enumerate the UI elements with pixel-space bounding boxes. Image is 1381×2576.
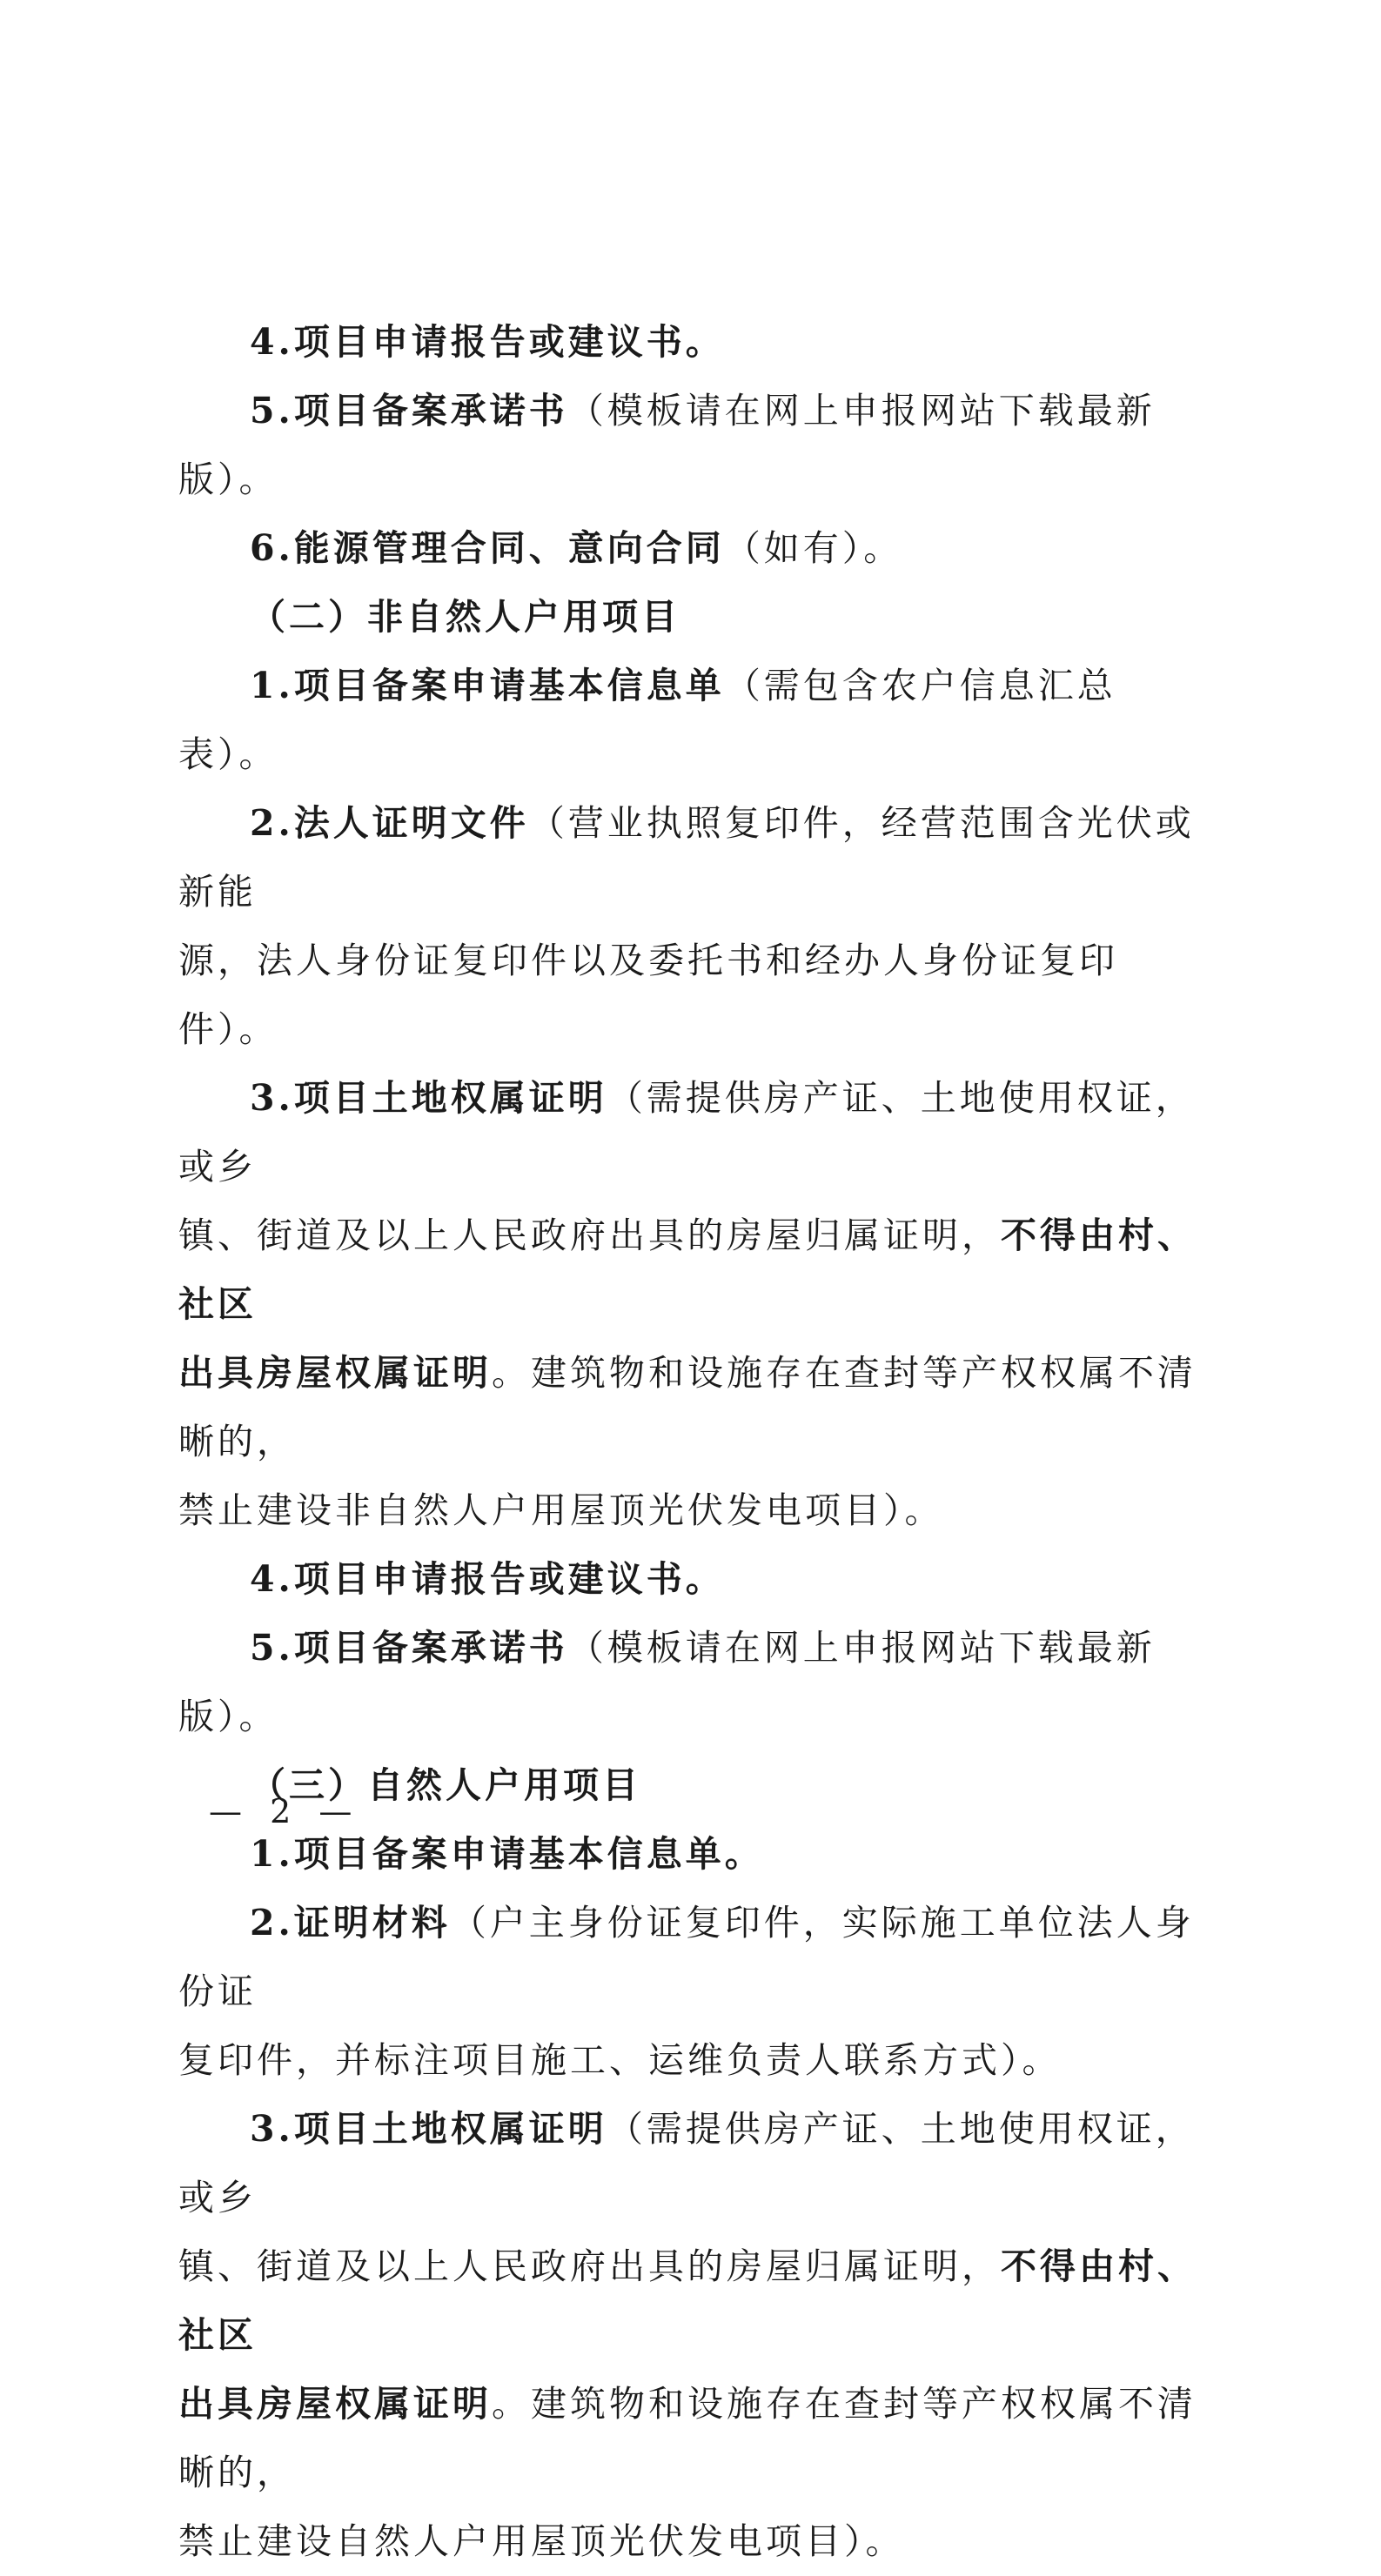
section-heading-non-natural: （二）非自然人户用项目 [250,596,680,638]
paragraph-text: （如有）。 [724,527,903,569]
section-heading-natural: （三）自然人户用项目 [250,1764,641,1806]
paragraph-lead: 4.项目申请报告或建议书。 [250,1558,725,1600]
emphasis-text: 不得由村、社区 [178,2245,1197,2356]
paragraph-text: （模板请在网上申报网站下载最新版）。 [178,1627,1156,1737]
paragraph-project-report [178,1545,1216,1614]
paragraph-text: 镇、街道及以上人民政府出具的房屋归属证明， [178,2245,1001,2287]
paragraph-legal-docs [178,789,1216,927]
paragraph-text: （需提供房产证、土地使用权证，或乡 [178,1077,1195,1188]
paragraph-lead: 2.证明材料 [250,1902,451,1944]
paragraph-text: （户主身份证复印件，实际施工单位法人身份证 [178,1902,1195,2012]
document-body [178,308,1216,2576]
paragraph-text: （需提供房产证、土地使用权证，或乡 [178,2108,1195,2218]
paragraph-land-rights-line3 [178,1339,1216,1476]
paragraph-lead: 1.项目备案申请基本信息单。 [250,1833,764,1875]
page-number: — 2 — [209,1792,361,1830]
paragraph-lead: 5.项目备案承诺书 [250,1627,568,1669]
paragraph-basic-info [178,652,1216,789]
paragraph-land-rights-line4: 禁止建设非自然人户用屋顶光伏发电项目）。 [178,1489,944,1531]
paragraph-commitment [178,377,1216,514]
paragraph-proof-materials [178,1889,1216,2026]
paragraph-lead: 4.项目申请报告或建议书。 [250,321,725,363]
paragraph-commitment [178,1614,1216,1751]
paragraph-land-rights-line4: 禁止建设自然人户用屋顶光伏发电项目）。 [178,2520,905,2562]
paragraph-proof-materials-cont: 复印件，并标注项目施工、运维负责人联系方式）。 [178,2039,1062,2081]
emphasis-text: 出具房屋权属证明 [178,1352,492,1394]
paragraph-land-rights-line2 [178,2232,1216,2370]
paragraph-land-rights [178,1064,1216,1201]
paragraph-project-report [178,308,1216,377]
emphasis-text: 出具房屋权属证明 [178,2383,492,2425]
paragraph-lead: 6.能源管理合同、意向合同 [250,527,725,569]
paragraph-lead: 1.项目备案申请基本信息单 [250,665,725,706]
paragraph-lead: 2.法人证明文件 [250,802,529,844]
paragraph-text: 镇、街道及以上人民政府出具的房屋归属证明， [178,1214,1001,1256]
paragraph-legal-docs-cont: 源，法人身份证复印件以及委托书和经办人身份证复印件）。 [178,940,1118,1050]
paragraph-lead: 3.项目土地权属证明 [250,1077,607,1119]
paragraph-text: （模板请在网上申报网站下载最新版）。 [178,390,1156,500]
emphasis-text: 不得由村、社区 [178,1214,1197,1325]
paragraph-text: 。建筑物和设施存在查封等产权权属不清晰的， [178,2383,1197,2493]
paragraph-land-rights-line3 [178,2370,1216,2507]
paragraph-land-rights [178,2095,1216,2232]
paragraph-text: （需包含农户信息汇总表）。 [178,665,1116,775]
paragraph-lead: 5.项目备案承诺书 [250,390,568,432]
paragraph-energy-contract [178,514,1216,583]
paragraph-land-rights-line2 [178,1201,1216,1339]
paragraph-text: （营业执照复印件，经营范围含光伏或新能 [178,802,1195,913]
paragraph-lead: 3.项目土地权属证明 [250,2108,607,2150]
paragraph-text: 。建筑物和设施存在查封等产权权属不清晰的， [178,1352,1197,1462]
